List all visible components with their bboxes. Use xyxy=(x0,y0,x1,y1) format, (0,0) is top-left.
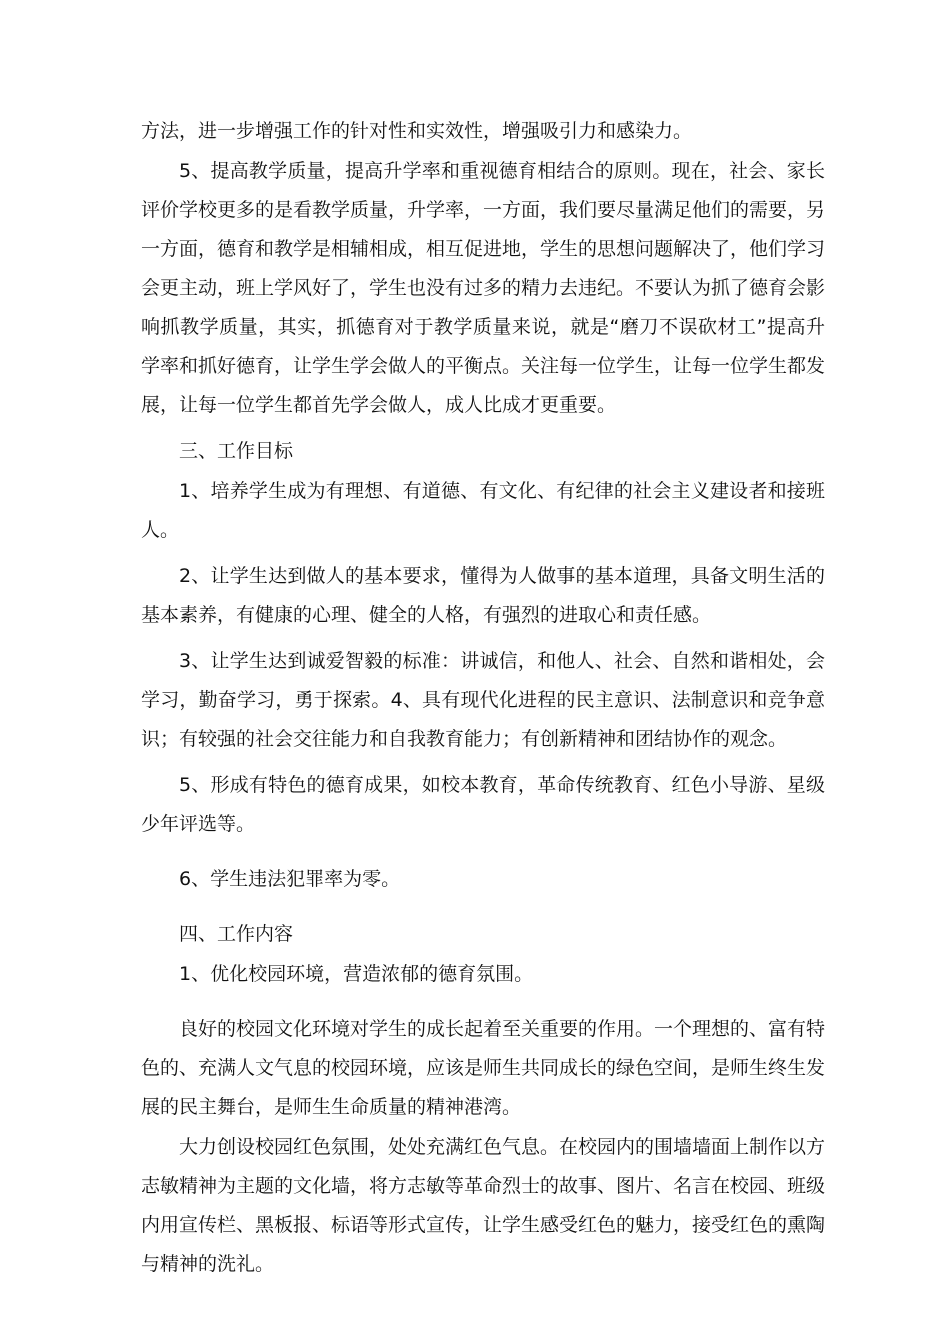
paragraph-campus-environment: 良好的校园文化环境对学生的成长起着至关重要的作用。一个理想的、富有特色的、充满人文气息的校园环境，应该是师生共同成长的绿色空间，是师生终生发展的民主舞台，是师生生命质量的精神港湾。 xyxy=(141,1018,826,1118)
goal-item-5: 5、形成有特色的德育成果，如校本教育，革命传统教育、红色小导游、星级少年评选等。 xyxy=(141,774,825,835)
paragraph-principle-5: 5、提高教学质量，提高升学率和重视德育相结合的原则。现在，社会、家长评价学校更多的是看教学质量，升学率，一方面，我们要尽量满足他们的需要，另一方面，德育和教学是相辅相成，相互促进地，学生的思想问题解决了，他们学习会更主动，班上学风好了，学生也没有过多的精力去违纪。不要认为抓了德育会影响抓教学质量，其实，抓德育对于教学质量来说，就是“磨刀不误砍材工”提高升学率和抓好德育，让学生学会做人的平衡点。关注每一位学生，让每一位学生都发展，让每一位学生都首先学会做人，成人比成才更重要。 xyxy=(141,160,826,416)
paragraph-red-atmosphere: 大力创设校园红色氛围，处处充满红色气息。在校园内的围墙墙面上制作以方志敏精神为主题的文化墙，将方志敏等革命烈士的故事、图片、名言在校园、班级内用宣传栏、黑板报、标语等形式宣传，让学生感受红色的魅力，接受红色的熏陶与精神的洗礼。 xyxy=(141,1136,826,1275)
document-body xyxy=(141,112,825,1284)
goal-item-1: 1、培养学生成为有理想、有道德、有文化、有纪律的社会主义建设者和接班人。 xyxy=(141,480,825,541)
goal-item-3-4: 3、让学生达到诚爱智毅的标准：讲诚信，和他人、社会、自然和谐相处，会学习，勤奋学习，勇于探索。4、具有现代化进程的民主意识、法制意识和竞争意识；有较强的社会交往能力和自我教育能力；有创新精神和团结协作的观念。 xyxy=(141,650,825,750)
goal-item-6: 6、学生违法犯罪率为零。 xyxy=(179,868,401,890)
content-item-1: 1、优化校园环境，营造浓郁的德育氛围。 xyxy=(179,963,534,985)
section-heading-work-content: 四、工作内容 xyxy=(179,923,294,945)
section-heading-work-goals: 三、工作目标 xyxy=(179,440,294,462)
goal-item-2: 2、让学生达到做人的基本要求，懂得为人做事的基本道理，具备文明生活的基本素养，有健康的心理、健全的人格，有强烈的进取心和责任感。 xyxy=(141,565,825,626)
paragraph-continued: 方法，进一步增强工作的针对性和实效性，增强吸引力和感染力。 xyxy=(141,120,693,142)
